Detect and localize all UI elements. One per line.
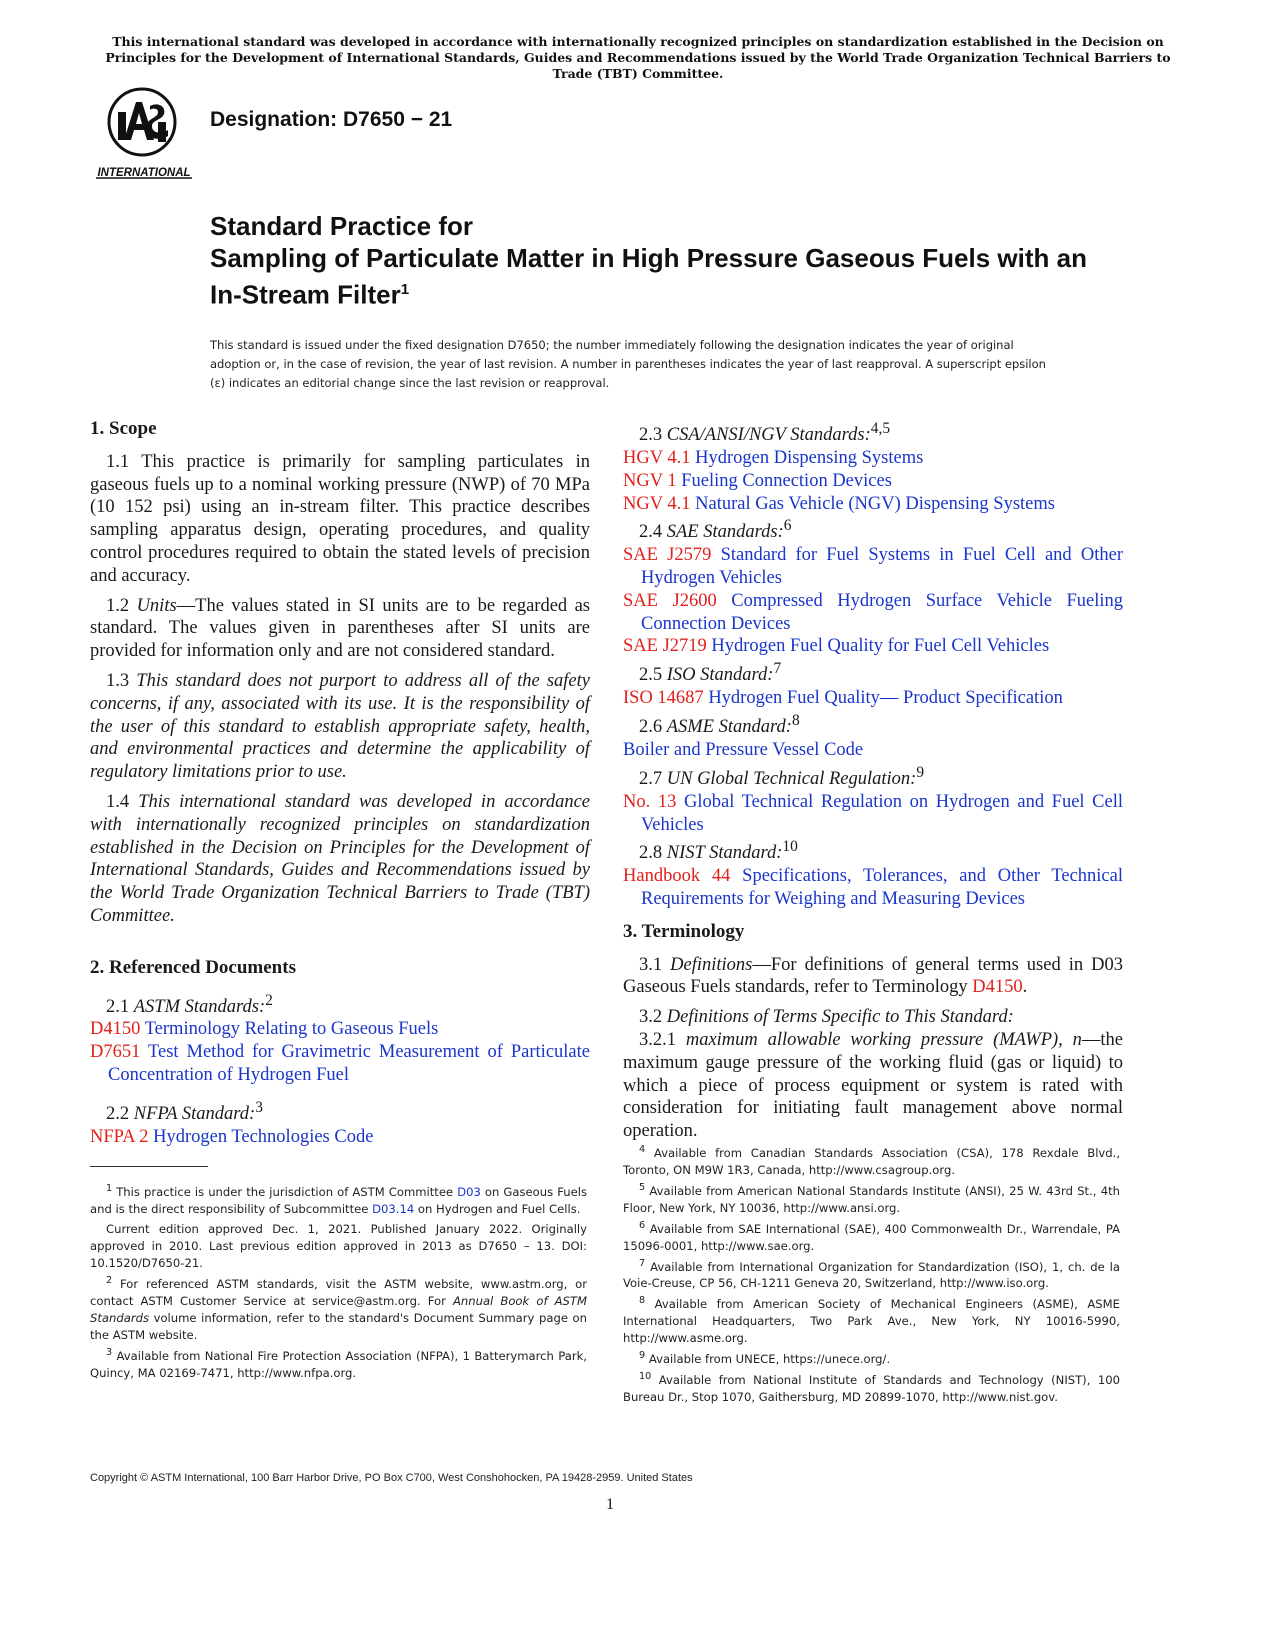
ref-title-link[interactable]: Hydrogen Fuel Quality— Product Specification (708, 688, 1063, 709)
ref-hgv-4-1[interactable] (623, 447, 1123, 470)
definition-text: —the maximum gauge pressure of the working fluid (gas or liquid) to which a piece of process equipment or system is rated with consideration for initiating fault management above normal operation. (623, 1030, 1123, 1142)
footnote-text: Available from SAE International (SAE), 400 Commonwealth Dr., Warrendale, PA 15096-0001, http://www.sae.org. (623, 1221, 1120, 1253)
footnote-8 (623, 1292, 1120, 1347)
footnote-6 (623, 1217, 1120, 1255)
footnote-edition: Current edition approved Dec. 1, 2021. Published January 2022. Originally approved in 2010. Last previous edition approved in 2013 as D7650 – 13. DOI: 10.1520/D7650-21. (90, 1221, 587, 1270)
astm-logo (92, 84, 196, 180)
footnote-text: on Hydrogen and Fuel Cells. (414, 1201, 581, 1216)
section-referenced-heading: 2. Referenced Documents (90, 956, 296, 978)
subsection-2-1 (106, 990, 590, 1019)
ref-ngv-1[interactable] (623, 470, 1123, 493)
footnote-italic: Annual Book of ASTM Standards (90, 1293, 588, 1325)
footnote-text: Available from National Fire Protection Association (NFPA), 1 Batterymarch Park, Quincy, MA 02169-7471, http://www.nfpa.org. (90, 1348, 587, 1380)
ref-nfpa-2[interactable] (90, 1126, 590, 1149)
footnote-text: Available from Canadian Standards Association (CSA), 178 Rexdale Blvd., Toronto, ON M9W 1R3, Canada, http://www.csagroup.org. (623, 1145, 1121, 1177)
title-line-2 (210, 242, 1090, 311)
issued-note: This standard is issued under the fixed designation D7650; the number immediately following the designation indicates the year of original adoption or, in the case of revision, the year of last revision. A number in parentheses indicates the year of last reapproval. A superscript epsilon (ε) indicates an editorial change since the last revision or reapproval. (210, 338, 1046, 390)
section-scope-heading: 1. Scope (90, 418, 157, 439)
footnote-text: Available from UNECE, https://unece.org/. (648, 1352, 891, 1367)
international-standard-notice: This international standard was developed in accordance with internationally recognized principles on standardization established in the Decision on Principles for the Development of International Standards, Guides and Recommendations issued by the World Trade Organization Technical Barriers to Trade (TBT) Committee. (105, 34, 1171, 81)
ref-title-link[interactable]: Standard for Fuel Systems in Fuel Cell and Other Hydrogen Vehicles (641, 545, 1123, 589)
para-text: —For definitions of general terms used in D03 Gaseous Fuels standards, refer to Terminology (623, 954, 1124, 998)
ref-code[interactable]: HGV 4.1 (623, 447, 691, 468)
ref-title-link[interactable]: Test Method for Gravimetric Measurement of Particulate Concentration of Hydrogen Fuel (108, 1042, 590, 1086)
committee-d03-link[interactable]: D03 (457, 1184, 481, 1199)
ref-title-link[interactable]: Hydrogen Dispensing Systems (695, 447, 924, 468)
ref-iso-14687[interactable] (623, 687, 1123, 710)
footnote-4 (623, 1141, 1120, 1179)
sub-number: 2.1 (106, 996, 130, 1017)
subsection-2-4 (639, 515, 1123, 544)
ref-code[interactable]: NGV 1 (623, 470, 677, 491)
footnote-text: Available from International Organization for Standardization (ISO), 1, ch. de la Voie-Creuse, CP 56, CH-1211 Geneva 20, Switzerland, http://www.iso.org. (623, 1259, 1121, 1291)
footnote-mark: 4,5 (870, 420, 891, 437)
designation-label: Designation: D7650 − 21 (210, 108, 453, 131)
para-text: —The values stated in SI units are to be regarded as standard. The values given in parentheses after SI units are provided for information only and are not considered standard. (90, 595, 591, 662)
para-label: Definitions of Terms Specific to This Standard: (666, 1007, 1014, 1028)
subcommittee-d03-14-link[interactable]: D03.14 (372, 1201, 415, 1216)
footnote-text: Available from American National Standards Institute (ANSI), 25 W. 43rd St., 4th Floor, New York, NY 10036, http://www.ansi.org. (623, 1183, 1120, 1215)
document-title (210, 210, 1090, 311)
subsection-2-8 (639, 836, 1123, 865)
footnote-mark: 6 (639, 1219, 646, 1231)
ref-code[interactable]: Handbook 44 (623, 866, 731, 887)
ref-d4150[interactable] (90, 1018, 590, 1041)
para-text: This standard does not purport to address all of the safety concerns, if any, associated with its use. It is the responsibility of the user of this standard to establish appropriate safety, health, and environmental practices and determine the applicability of regulatory limitations prior to use. (90, 670, 590, 783)
ref-sae-j2579[interactable] (623, 544, 1123, 590)
ref-code[interactable]: NFPA 2 (90, 1126, 149, 1147)
subsection-2-5 (639, 658, 1123, 687)
footnote-mark: 8 (791, 712, 800, 730)
terminology-paragraph-3-2 (623, 1006, 1123, 1029)
ref-sae-j2600[interactable] (623, 590, 1123, 636)
ref-code[interactable]: D4150 (90, 1019, 141, 1040)
para-number: 1.3 (106, 670, 130, 691)
para-label: Units (136, 595, 177, 616)
ref-d7651[interactable] (90, 1041, 590, 1087)
footnote-mark: 4 (639, 1144, 646, 1155)
sub-label: CSA/ANSI/NGV Standards: (666, 425, 871, 446)
sub-number: 2.3 (639, 425, 663, 446)
sub-label: ASME Standard: (666, 717, 792, 738)
sub-label: ISO Standard: (666, 665, 774, 686)
scope-paragraph-1-1: 1.1 This practice is primarily for sampling particulates in gaseous fuels up to a nominal working pressure (NWP) of 70 MPa (10 152 psi) using an in-stream filter. This practice describes sampling apparatus design, operating procedures, and quality control procedures required to obtain the stated levels of precision and accuracy. (90, 451, 590, 586)
footnote-10 (623, 1368, 1120, 1406)
title-footnote-mark: 1 (400, 281, 410, 298)
ref-code[interactable]: No. 13 (623, 791, 677, 812)
title-line-1: Standard Practice for (210, 211, 473, 241)
sub-label: ASTM Standards: (133, 996, 266, 1017)
scope-paragraph-1-2 (90, 595, 590, 663)
sub-label: SAE Standards: (666, 522, 784, 543)
title-main: Sampling of Particulate Matter in High Pressure Gaseous Fuels with an In-Stream Filter (210, 243, 1087, 310)
subsection-2-2 (106, 1097, 590, 1126)
footnote-mark: 9 (916, 763, 925, 781)
para-text: This international standard was developed in accordance with internationally recognized principles on standardization established in the Decision on Principles for the Development of International Standards, Guides and Recommendations issued by the World Trade Organization Technical Barriers to Trade (TBT) Committee. (90, 791, 590, 926)
ref-code[interactable]: SAE J2600 (623, 590, 717, 611)
terminology-paragraph-3-1 (623, 954, 1123, 1000)
ref-title-link[interactable]: Natural Gas Vehicle (NGV) Dispensing Systems (695, 493, 1055, 514)
footnote-mark: 7 (639, 1257, 646, 1269)
para-number: 3.1 (639, 954, 663, 975)
scope-paragraph-1-4 (90, 791, 590, 928)
scope-paragraph-1-3 (90, 670, 590, 784)
ref-title-link[interactable]: Fueling Connection Devices (681, 470, 892, 491)
left-column (90, 418, 590, 1149)
ref-code[interactable]: ISO 14687 (623, 688, 704, 709)
footnote-text: on Gaseous Fuels and is the direct responsibility of Subcommittee (90, 1184, 587, 1216)
footnote-mark: 1 (106, 1183, 113, 1194)
ref-title-link[interactable]: Global Technical Regulation on Hydrogen and Fuel Cell Vehicles (641, 791, 1124, 835)
footnote-text: For referenced ASTM standards, visit the ASTM website, www.astm.org, or contact ASTM Customer Service at service@astm.org. For (90, 1276, 588, 1308)
ref-title-link[interactable]: Specifications, Tolerances, and Other Technical Requirements for Weighing and Measuring Devices (641, 866, 1123, 910)
para-number: 3.2.1 (639, 1030, 676, 1051)
footnote-2 (90, 1272, 587, 1344)
footnote-mark: 9 (639, 1350, 646, 1362)
sub-number: 2.5 (639, 665, 663, 686)
ref-code[interactable]: NGV 4.1 (623, 493, 691, 514)
ref-code[interactable]: D7651 (90, 1042, 141, 1063)
subsection-2-3 (639, 418, 1123, 447)
footnote-9 (623, 1347, 1120, 1368)
footnote-mark: 5 (639, 1181, 646, 1193)
footnote-3 (90, 1344, 587, 1382)
footnote-text: Available from National Institute of Standards and Technology (NIST), 100 Bureau Dr., Stop 1070, Gaithersburg, MD 20899-1070, http://www.nist.gov. (623, 1373, 1120, 1405)
footnote-mark: 8 (639, 1295, 646, 1307)
ref-title-link[interactable]: Hydrogen Fuel Quality for Fuel Cell Vehicles (711, 636, 1050, 657)
subsection-2-7 (639, 762, 1123, 791)
logo-wordmark: INTERNATIONAL (97, 167, 191, 179)
subsection-2-6 (639, 710, 1123, 739)
ref-sae-j2719[interactable] (623, 635, 1123, 658)
ref-title-link[interactable]: Terminology Relating to Gaseous Fuels (144, 1019, 439, 1040)
footnote-rule-left (90, 1166, 208, 1167)
page-number: 1 (606, 1496, 614, 1513)
ref-gtr-13[interactable] (623, 791, 1123, 837)
footnote-mark: 3 (255, 1098, 263, 1116)
footnote-1 (90, 1180, 587, 1218)
sub-number: 2.4 (639, 522, 663, 543)
footnote-mark: 2 (106, 1274, 113, 1286)
footnote-mark: 3 (106, 1346, 113, 1358)
right-column (623, 418, 1123, 1150)
terminology-paragraph-3-2-1 (623, 1029, 1123, 1143)
terminology-d4150-link[interactable]: D4150 (972, 977, 1023, 998)
para-number: 3.2 (639, 1007, 663, 1028)
sub-number: 2.6 (639, 717, 663, 738)
ref-asme-bpvc[interactable] (623, 739, 1123, 762)
ref-title-link[interactable]: Boiler and Pressure Vessel Code (623, 739, 864, 760)
footnotes-right (623, 1141, 1120, 1406)
footnote-mark: 10 (639, 1371, 652, 1383)
footnote-text: volume information, refer to the standard's Document Summary page on the ASTM website. (90, 1310, 587, 1342)
footnote-mark: 2 (265, 991, 273, 1009)
footnote-mark: 10 (782, 838, 798, 856)
sub-number: 2.2 (106, 1104, 130, 1125)
ref-title-link[interactable]: Hydrogen Technologies Code (153, 1126, 374, 1147)
footnote-mark: 6 (783, 517, 792, 535)
sub-label: UN Global Technical Regulation: (666, 768, 917, 789)
ref-ngv-4-1[interactable] (623, 493, 1123, 516)
footnote-7 (623, 1255, 1120, 1293)
defined-term: maximum allowable working pressure (MAWP), n (685, 1030, 1082, 1051)
footnote-5 (623, 1179, 1120, 1217)
sub-number: 2.8 (639, 843, 663, 864)
sub-number: 2.7 (639, 768, 663, 789)
copyright-line: Copyright © ASTM International, 100 Barr Harbor Drive, PO Box C700, West Conshohocken, PA 19428-2959. United States (90, 1472, 693, 1484)
para-number: 1.2 (106, 595, 130, 616)
footnote-text: This practice is under the jurisdiction of ASTM Committee (116, 1184, 458, 1199)
astm-logo-icon (92, 84, 196, 180)
ref-handbook-44[interactable] (623, 865, 1123, 911)
ref-code[interactable]: SAE J2719 (623, 636, 707, 657)
para-label: Definitions (670, 954, 753, 975)
footnotes-left (90, 1180, 587, 1382)
sub-label: NFPA Standard: (133, 1104, 256, 1125)
para-end: . (1022, 977, 1028, 998)
ref-code[interactable]: SAE J2579 (623, 545, 712, 566)
sub-label: NIST Standard: (666, 843, 783, 864)
footnote-text: Available from American Society of Mechanical Engineers (ASME), ASME International Headquarters, Two Park Ave., New York, NY 10016-5990, http://www.asme.org. (623, 1297, 1120, 1346)
footnote-mark: 7 (773, 660, 782, 678)
para-number: 1.4 (106, 791, 130, 812)
ref-title-link[interactable]: Compressed Hydrogen Surface Vehicle Fueling Connection Devices (641, 590, 1124, 634)
section-terminology-heading: 3. Terminology (623, 920, 745, 942)
